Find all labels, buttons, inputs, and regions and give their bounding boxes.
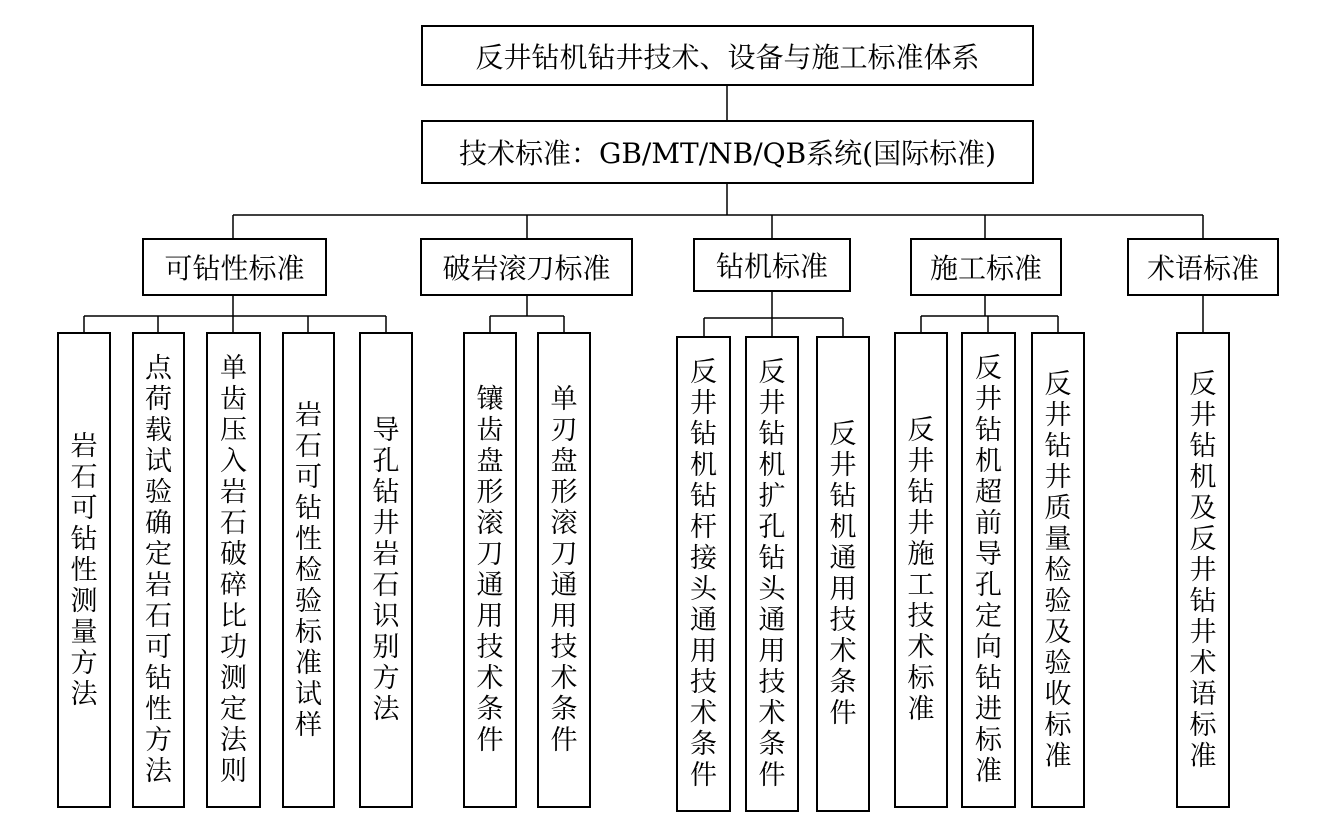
leaf-box	[132, 332, 185, 808]
leaf-text: 反 井 钻 机 扩 孔 钻 头 通 用 技 术 条 件	[758, 357, 786, 791]
category-cutter	[420, 238, 633, 296]
leaf-box	[894, 332, 948, 808]
leaf-box	[961, 332, 1016, 808]
leaf-box	[282, 332, 335, 808]
leaf-box	[206, 332, 261, 808]
leaf-text: 反 井 钻 井 质 量 检 验 及 验 收 标 准	[1044, 368, 1072, 772]
leaf-box	[1176, 332, 1230, 808]
leaf-box	[676, 336, 731, 812]
leaf-box	[745, 336, 799, 812]
category-terminology	[1127, 238, 1279, 296]
leaf-text: 镶 齿 盘 形 滚 刀 通 用 技 术 条 件	[476, 384, 504, 756]
leaf-text: 反 井 钻 机 钻 杆 接 头 通 用 技 术 条 件	[690, 357, 717, 791]
root-box	[421, 25, 1034, 86]
leaf-text: 反 井 钻 机 通 用 技 术 条 件	[829, 419, 857, 729]
leaf-text: 单 齿 压 入 岩 石 破 碎 比 功 测 定 法 则	[220, 353, 247, 787]
category-rig	[693, 238, 851, 292]
leaf-text: 点 荷 载 试 验 确 定 岩 石 可 钻 性 方 法	[145, 353, 172, 787]
leaf-text: 反 井 钻 井 施 工 技 术 标 准	[907, 415, 935, 725]
leaf-box	[359, 332, 413, 808]
leaf-box	[57, 332, 111, 808]
category-label: 施工标准	[929, 252, 1042, 285]
category-construction	[910, 238, 1062, 296]
leaf-box	[537, 332, 591, 808]
category-label: 钻机标准	[715, 250, 828, 283]
leaf-text: 反 井 钻 机 及 反 井 钻 井 术 语 标 准	[1189, 368, 1217, 772]
leaf-text: 岩 石 可 钻 性 检 验 标 准 试 样	[295, 399, 322, 741]
leaf-text: 岩 石 可 钻 性 测 量 方 法	[70, 430, 98, 710]
category-label: 术语标准	[1146, 252, 1259, 285]
root-title: 反井钻机钻井技术、设备与施工标准体系	[475, 40, 980, 74]
leaf-box	[1031, 332, 1085, 808]
tech-standard-box	[421, 120, 1034, 184]
tech-standard-title: 技术标准：GB/MT/NB/QB系统(国际标准)	[458, 137, 997, 170]
category-label: 可钻性标准	[164, 252, 305, 285]
category-label: 破岩滚刀标准	[442, 252, 611, 285]
leaf-text: 反 井 钻 机 超 前 导 孔 定 向 钻 进 标 准	[975, 353, 1002, 787]
category-drillability	[142, 238, 327, 296]
leaf-box	[463, 332, 517, 808]
leaf-box	[816, 336, 870, 812]
leaf-text: 导 孔 钻 井 岩 石 识 别 方 法	[372, 415, 400, 725]
leaf-text: 单 刃 盘 形 滚 刀 通 用 技 术 条 件	[550, 384, 578, 756]
